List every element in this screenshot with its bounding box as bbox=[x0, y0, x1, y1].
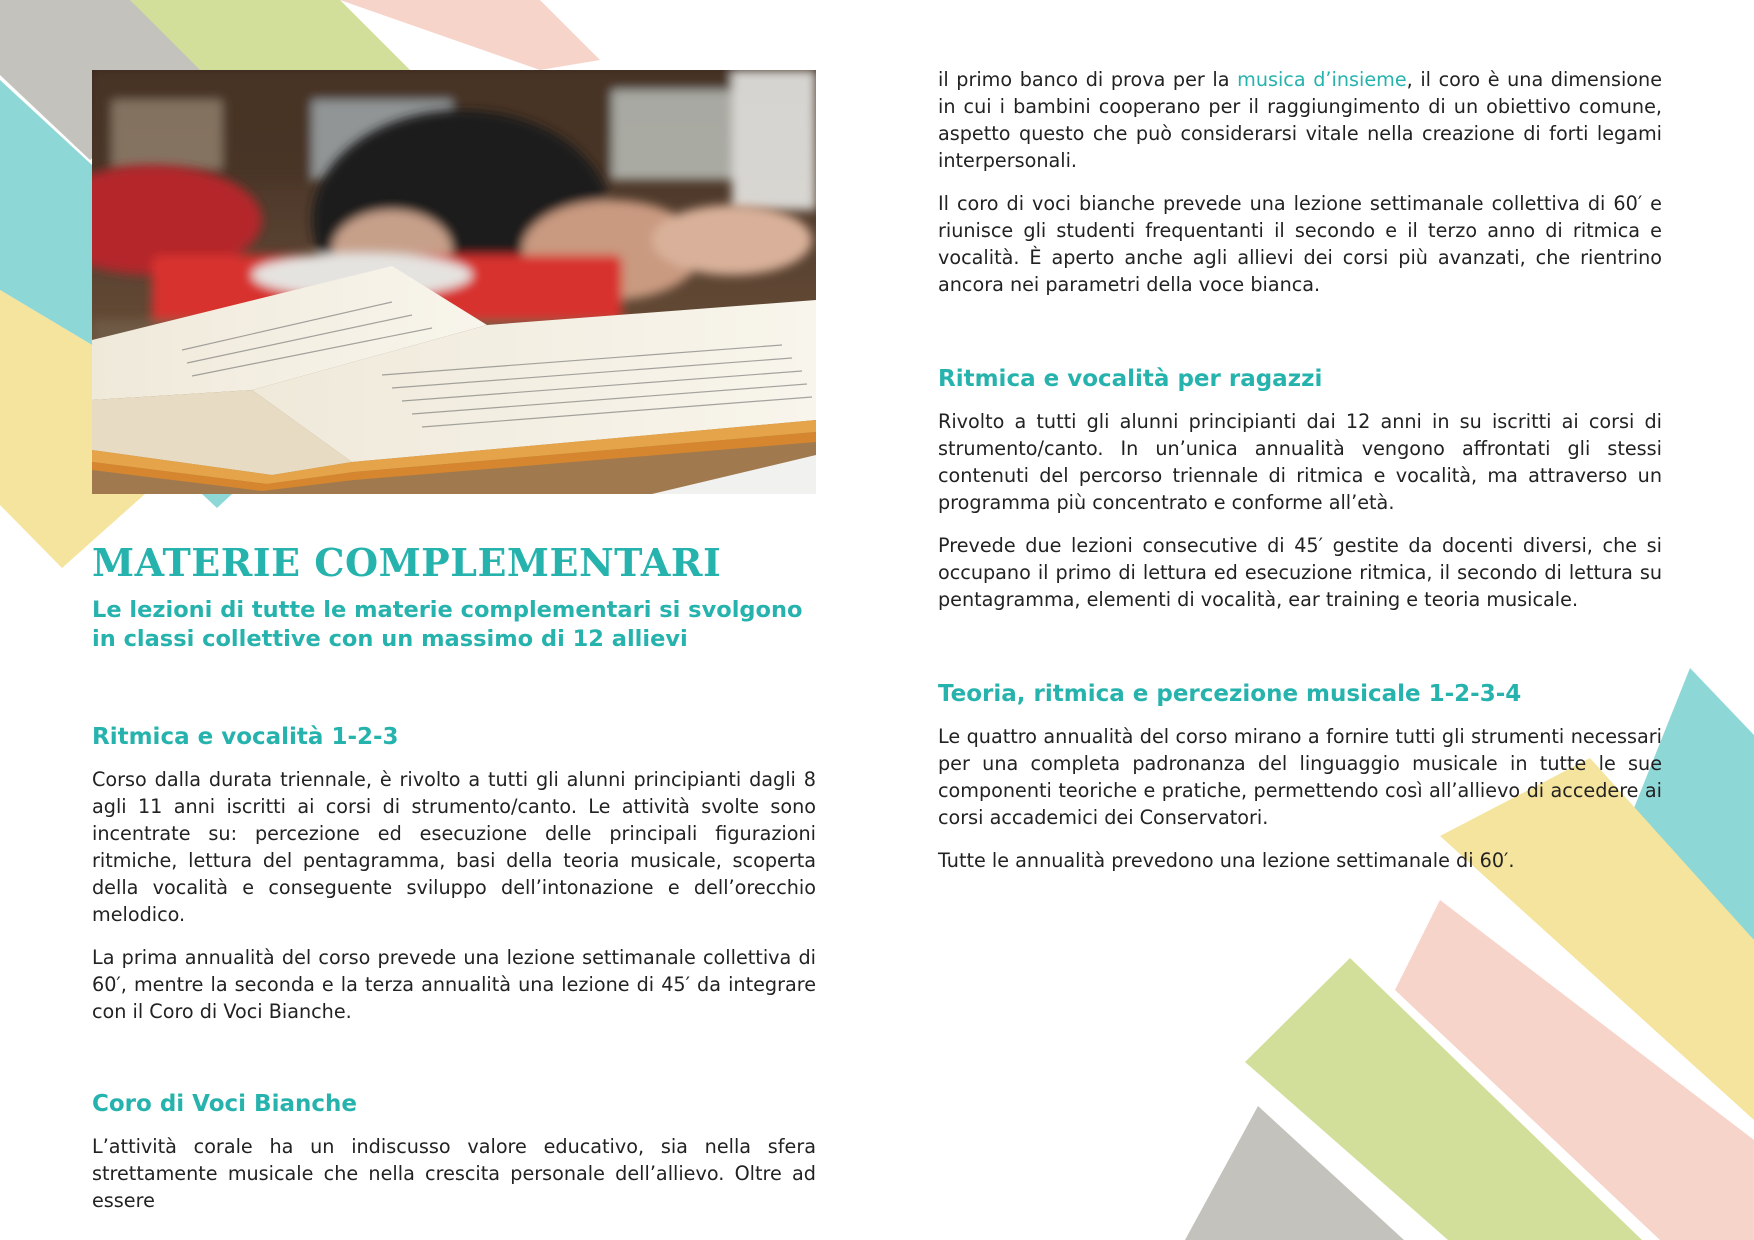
left-column bbox=[92, 70, 816, 1230]
paragraph: La prima annualità del corso prevede una lezione settimanale collettiva di 60′, mentre la seconda e la terza annualità una lezione di 45′ da integrare con il Coro di Voci Bianche. bbox=[92, 945, 816, 1023]
paragraph: Prevede due lezioni consecutive di 45′ gestite da docenti diversi, che si occupano il primo di lettura ed esecuzione ritmica, il secondo di lettura su pentagramma, elementi di vocalità, ear training e teoria musicale. bbox=[938, 534, 1662, 611]
music-score-book-photo bbox=[92, 70, 816, 494]
lead-paragraph: Le lezioni di tutte le materie complementari si svolgono in classi collettive con un massimo di 12 allievi bbox=[92, 596, 803, 652]
section-heading-ritmica-vocalita: Ritmica e vocalità 1-2-3 bbox=[92, 723, 399, 750]
paragraph: Tutte le annualità prevedono una lezione settimanale di 60′. bbox=[938, 849, 1515, 872]
section-heading-coro-voci-bianche: Coro di Voci Bianche bbox=[92, 1090, 357, 1117]
paragraph: Rivolto a tutti gli alunni principianti dai 12 anni in su iscritti ai corsi di strumento/canto. In un’unica annualità vengono affrontati gli stessi contenuti del percorso triennale di ritmica e vocalità, ma attraverso un programma più concentrato e conforme all’età. bbox=[938, 410, 1662, 514]
paragraph: Corso dalla durata triennale, è rivolto a tutti gli alunni principianti dagli 8 agli 11 anni iscritti ai corsi di strumento/canto. Le attività svolte sono incentrate su: percezione ed esecuzione delle principali figurazioni ritmiche, lettura del pentagramma, basi della teoria musicale, scoperta della vocalità e conseguente sviluppo dell’intonazione e dell’orecchio melodico. bbox=[92, 767, 816, 926]
paragraph bbox=[938, 66, 1662, 174]
paragraph: L’attività corale ha un indiscusso valore educativo, sia nella sfera strettamente musicale che nella crescita personale dell’allievo. Oltre ad essere bbox=[92, 1134, 816, 1212]
section-heading-teoria-ritmica: Teoria, ritmica e percezione musicale 1-2-3-4 bbox=[938, 681, 1522, 707]
paragraph: Il coro di voci bianche prevede una lezione settimanale collettiva di 60′ e riunisce gli studenti frequentanti il secondo e il terzo anno di ritmica e vocalità. È aperto anche agli allievi dei corsi più avanzati, che rientrino ancora nei parametri della voce bianca. bbox=[938, 192, 1662, 296]
paragraph-text: , il coro è una dimensione in cui i bambini cooperano per il raggiungimento di un obiettivo comune, aspetto questo che può considerarsi vitale nella creazione di forti legami interpersonali. bbox=[938, 68, 1663, 172]
paragraph: Le quattro annualità del corso mirano a fornire tutti gli strumenti necessari per una completa padronanza del linguaggio musicale in tutte le sue componenti teoriche e pratiche, permettendo così all’allievo di accedere ai corsi accademici dei Conservatori. bbox=[938, 725, 1662, 829]
right-column bbox=[938, 66, 1662, 890]
musica-insieme-link[interactable]: musica d’insieme bbox=[1237, 68, 1407, 91]
page-title: MATERIE COMPLEMENTARI bbox=[92, 540, 722, 585]
paragraph-text: il primo banco di prova per la bbox=[938, 68, 1238, 91]
section-heading-ritmica-ragazzi: Ritmica e vocalità per ragazzi bbox=[938, 366, 1323, 392]
